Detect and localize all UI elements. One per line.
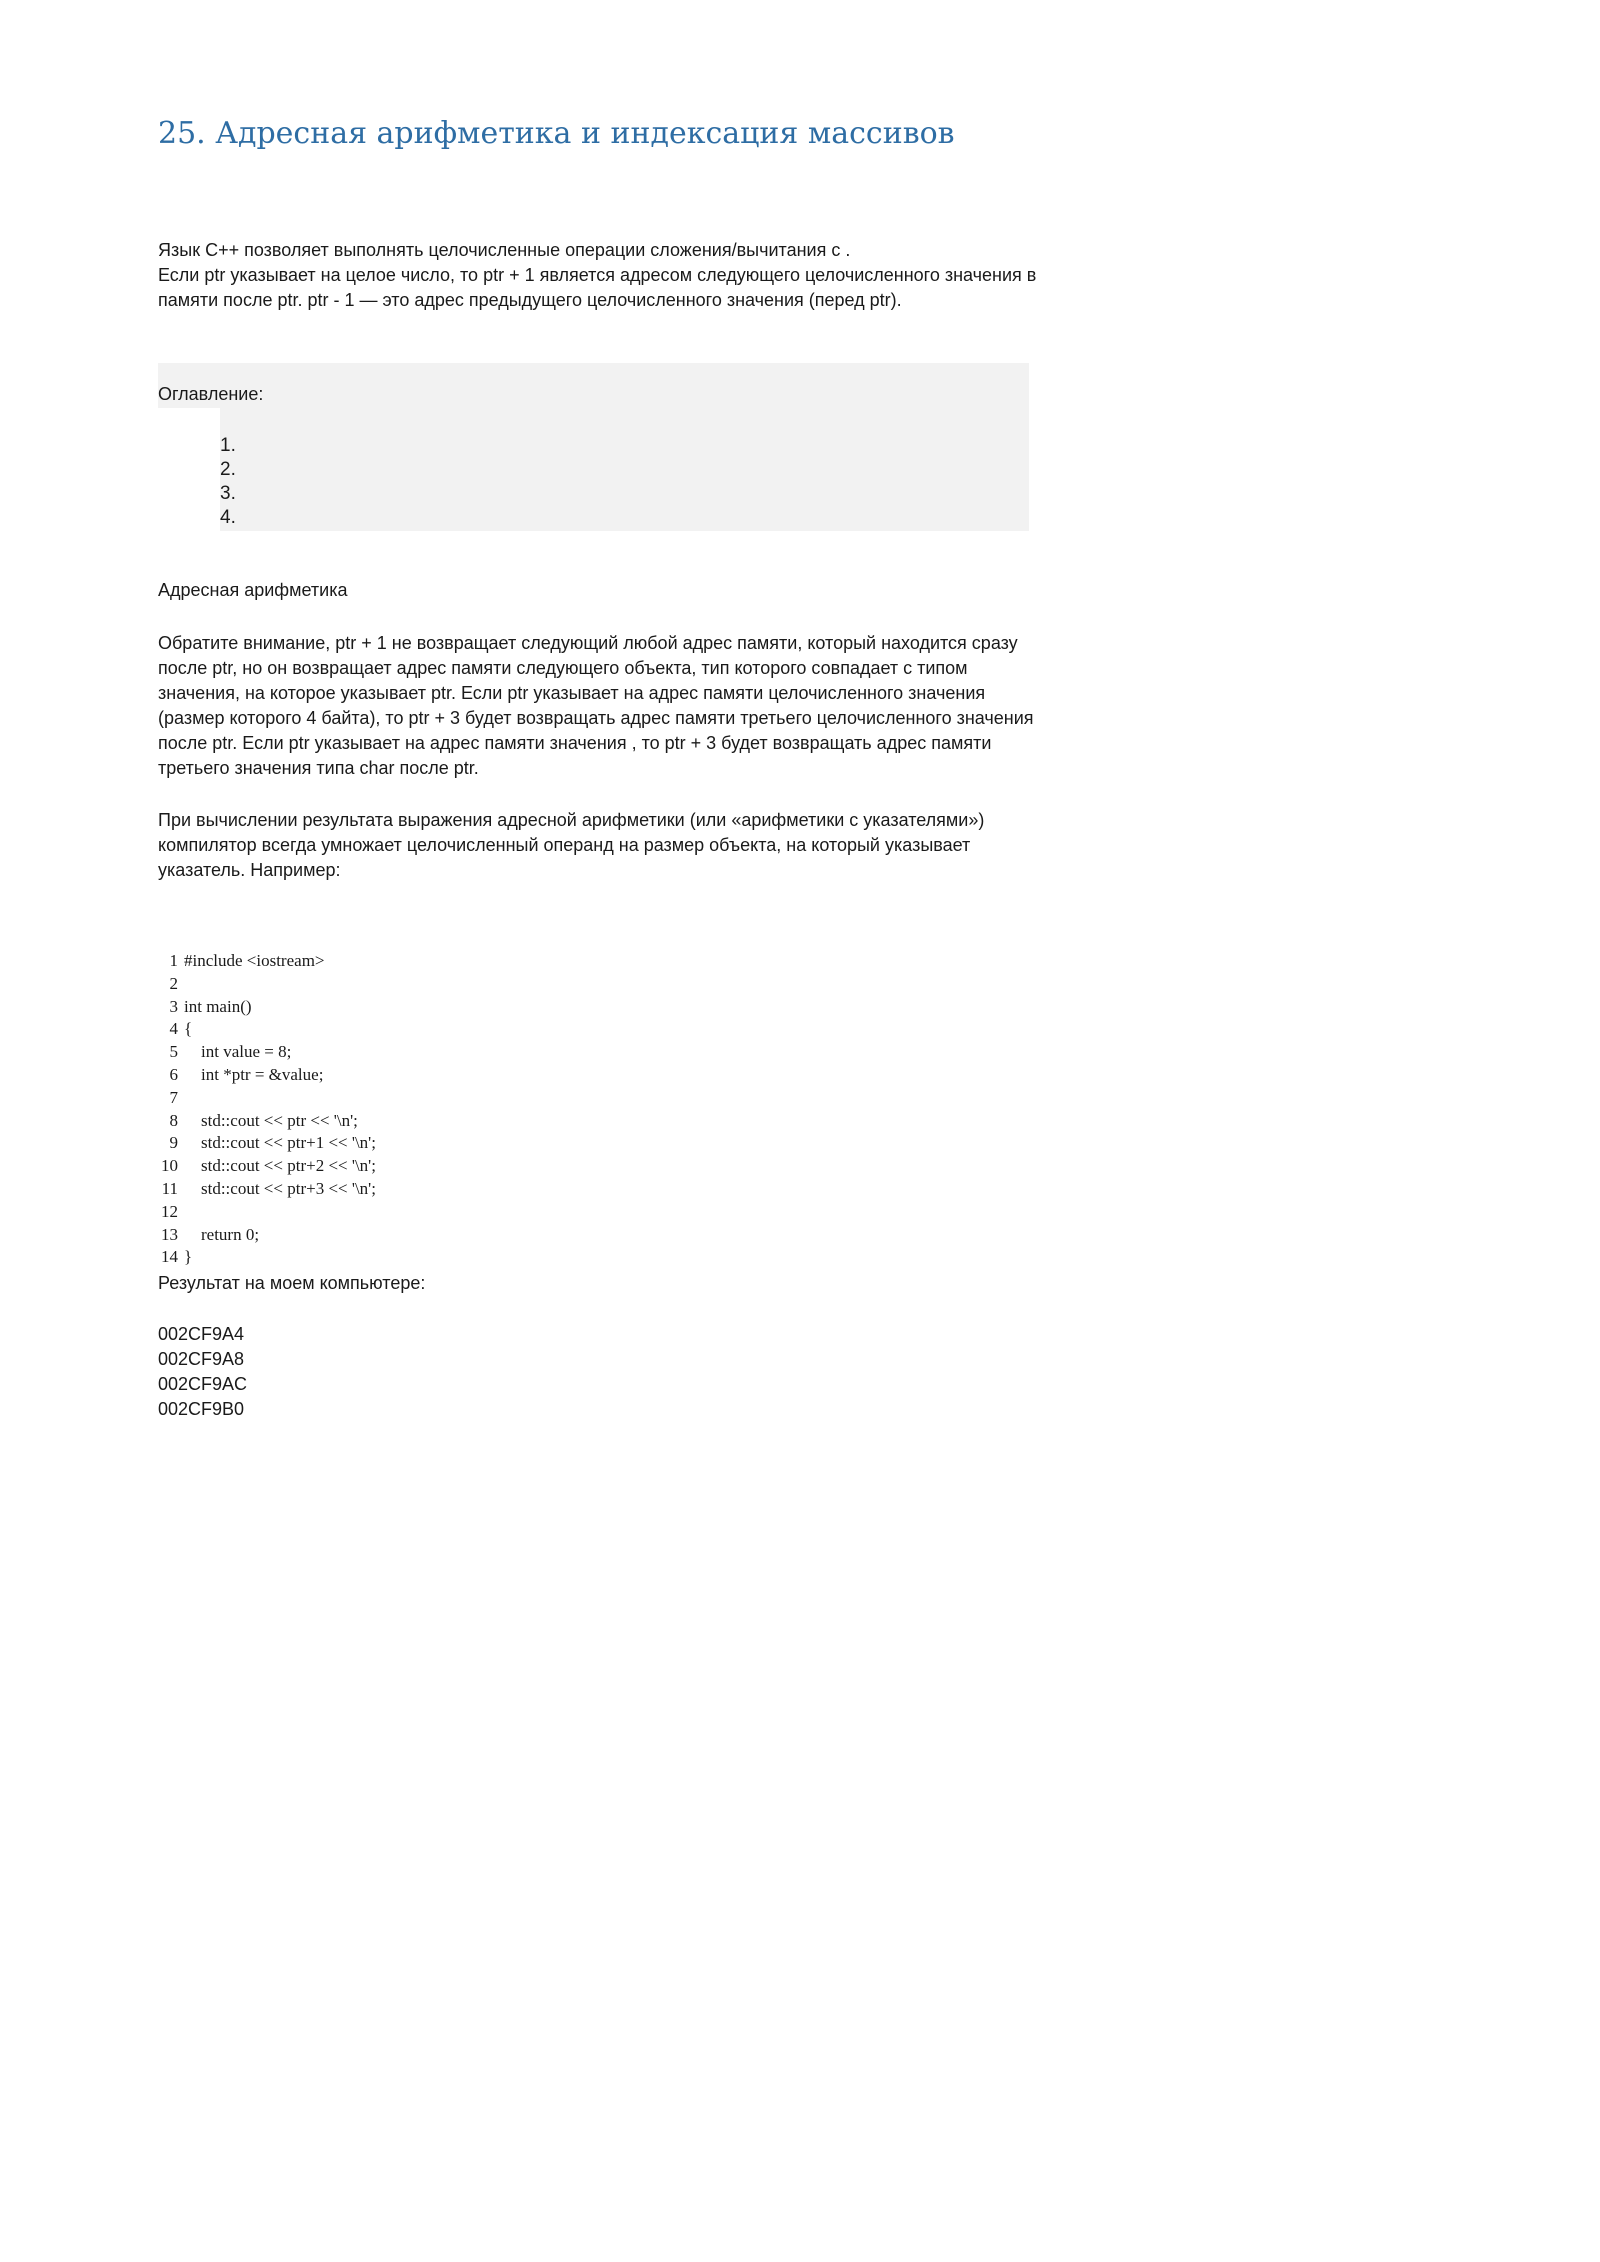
code-line [158,1132,376,1155]
toc-heading: Оглавление: [158,384,264,404]
output-line: 002CF9A4 [158,1324,245,1344]
program-output [158,1322,247,1422]
result-label: Результат на моем компьютере: [158,1273,426,1293]
code-line [158,1064,376,1087]
code-line [158,1018,376,1041]
line-number: 8 [169,1110,178,1130]
code-text: } [184,1247,193,1267]
code-line [158,1087,376,1110]
output-line: 002CF9AC [158,1374,248,1394]
line-number: 5 [169,1042,178,1062]
code-text: #include <iostream> [184,951,325,970]
code-text: int main() [184,996,252,1016]
output-line: 002CF9A8 [158,1349,245,1369]
intro-text [158,238,1038,313]
intro-line-2: Если ptr указывает на целое число, то ptr + 1 является адресом следующего целочисленного значения в памяти после ptr. ptr - 1 — это адрес предыдущего целочисленного значения (перед ptr). [158,265,1037,310]
line-number: 13 [161,1224,178,1244]
line-number: 3 [169,996,178,1016]
code-line [158,1155,376,1178]
code-line [158,1224,376,1247]
line-number: 9 [169,1133,178,1153]
code-text: { [184,1019,193,1039]
toc-item[interactable]: 4. [220,507,236,528]
toc-list-background [220,408,1029,531]
code-line [158,1041,376,1064]
code-text: return 0; [184,1224,260,1244]
code-line [158,973,376,996]
code-text: int *ptr = &value; [184,1064,324,1084]
code-text: std::cout << ptr+3 << '\n'; [184,1178,376,1198]
code-listing [158,950,376,1269]
line-number: 6 [169,1064,178,1084]
line-number: 10 [161,1156,178,1176]
document-page [0,0,1101,1558]
code-line [158,1246,376,1269]
page-title: 25. Адресная арифметика и индексация массивов [158,116,955,151]
intro-line-1: Язык С++ позволяет выполнять целочисленные операции сложения/вычитания с . [158,240,851,260]
line-number: 4 [169,1019,178,1039]
line-number: 11 [161,1178,178,1198]
section-paragraph-1: Обратите внимание, ptr + 1 не возвращает следующий любой адрес памяти, который находится сразу после ptr, но он возвращает адрес памяти следующего объекта, тип которого совпадает с типом значения, на которое указывает ptr. Если ptr указывает на адрес памяти целочисленного значения (размер которого 4 байта), то ptr + 3 будет возвращать адрес памяти третьего целочисленного значения после ptr. Если ptr указывает на адрес памяти значения , то ptr + 3 будет возвращать адрес памяти третьего значения типа char после ptr. [158,633,1034,778]
line-number: 1 [169,951,178,970]
code-line [158,1201,376,1224]
code-line [158,996,376,1019]
code-text: std::cout << ptr << '\n'; [184,1110,358,1130]
table-of-contents [158,363,1029,531]
toc-list [220,434,236,530]
line-number: 14 [161,1247,178,1267]
toc-background [158,363,1029,408]
toc-item[interactable]: 2. [220,459,236,480]
section-paragraph-2: При вычислении результата выражения адресной арифметики (или «арифметики с указателями») компилятор всегда умножает целочисленный операнд на размер объекта, на который указывает указатель. Например: [158,810,985,880]
section-heading: Адресная арифметика [158,580,348,600]
toc-item[interactable]: 1. [220,435,236,456]
code-text: std::cout << ptr+2 << '\n'; [184,1156,376,1176]
code-line [158,1110,376,1133]
output-line: 002CF9B0 [158,1399,245,1419]
line-number: 7 [169,1087,178,1107]
line-number: 12 [161,1201,178,1221]
line-number: 2 [169,973,178,993]
code-text: std::cout << ptr+1 << '\n'; [184,1133,376,1153]
code-line [158,1178,376,1201]
code-line [158,950,376,973]
toc-item[interactable]: 3. [220,483,236,504]
code-text: int value = 8; [184,1042,292,1062]
